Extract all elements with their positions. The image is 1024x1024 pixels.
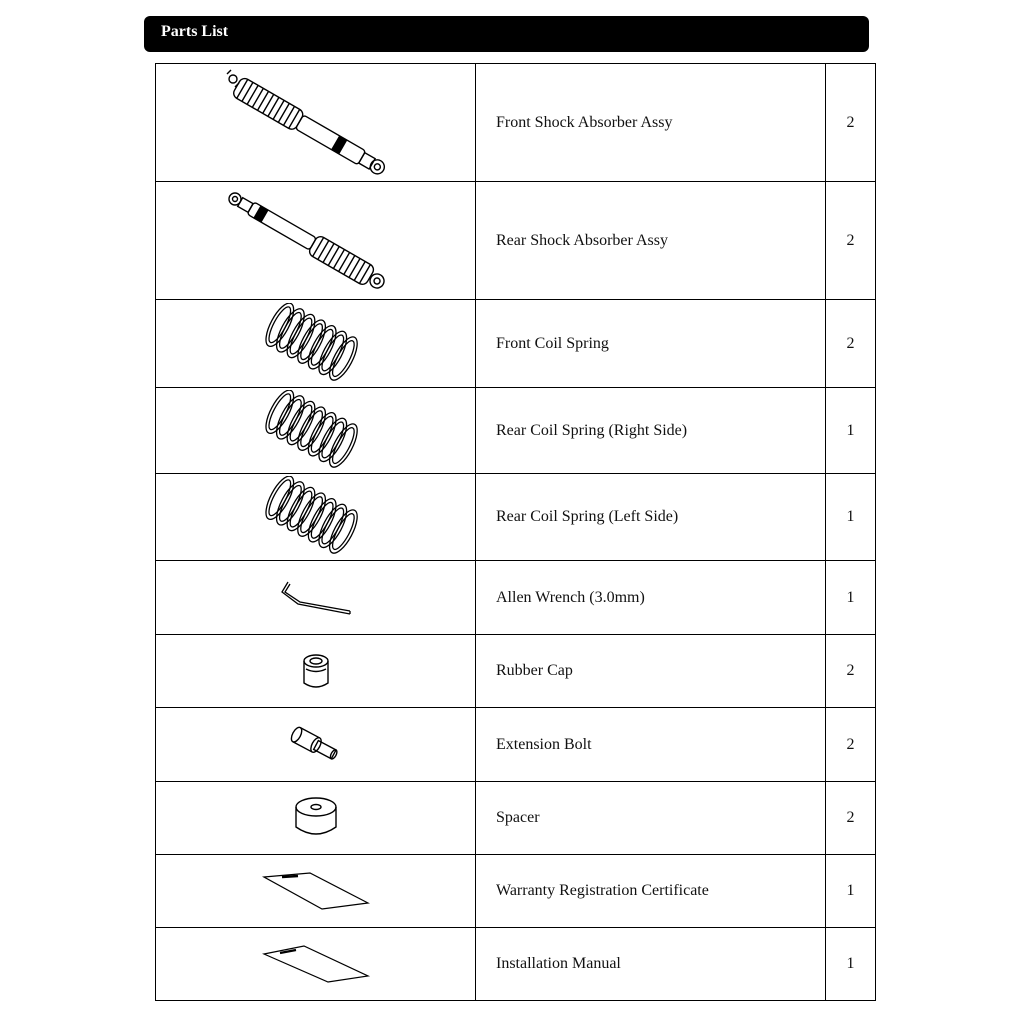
table-row [156, 561, 876, 635]
coil-spring-icon [261, 303, 371, 385]
table-row [156, 300, 876, 388]
table-row [156, 855, 876, 928]
part-quantity: 2 [826, 708, 876, 782]
part-name: Spacer [476, 782, 826, 855]
page-title: Parts List [161, 23, 229, 40]
table-row [156, 635, 876, 708]
allen-wrench-icon [276, 578, 356, 618]
part-quantity: 2 [826, 300, 876, 388]
part-quantity: 1 [826, 474, 876, 561]
part-name: Rear Coil Spring (Left Side) [476, 474, 826, 561]
part-name: Allen Wrench (3.0mm) [476, 561, 826, 635]
part-name: Rubber Cap [476, 635, 826, 708]
table-row [156, 182, 876, 300]
spacer-icon [291, 795, 341, 841]
table-row [156, 388, 876, 474]
part-quantity: 2 [826, 635, 876, 708]
parts-table [155, 63, 876, 1001]
part-quantity: 2 [826, 782, 876, 855]
table-row [156, 782, 876, 855]
part-quantity: 2 [826, 64, 876, 182]
part-name: Warranty Registration Certificate [476, 855, 826, 928]
part-name: Rear Coil Spring (Right Side) [476, 388, 826, 474]
certificate-icon [260, 871, 372, 911]
part-quantity: 1 [826, 561, 876, 635]
table-row [156, 64, 876, 182]
front-shock-absorber-icon [221, 67, 411, 179]
manual-icon [260, 944, 372, 984]
part-name: Rear Shock Absorber Assy [476, 182, 826, 300]
part-quantity: 2 [826, 182, 876, 300]
part-name: Extension Bolt [476, 708, 826, 782]
table-row [156, 474, 876, 561]
rubber-cap-icon [298, 649, 334, 693]
part-quantity: 1 [826, 928, 876, 1001]
part-quantity: 1 [826, 388, 876, 474]
table-row [156, 708, 876, 782]
table-row [156, 928, 876, 1001]
part-name: Front Shock Absorber Assy [476, 64, 826, 182]
coil-spring-icon [261, 390, 371, 472]
parts-list-header [144, 16, 869, 52]
part-name: Front Coil Spring [476, 300, 826, 388]
part-name: Installation Manual [476, 928, 826, 1001]
extension-bolt-icon [286, 723, 346, 767]
coil-spring-icon [261, 476, 371, 558]
part-quantity: 1 [826, 855, 876, 928]
rear-shock-absorber-icon [221, 185, 411, 297]
